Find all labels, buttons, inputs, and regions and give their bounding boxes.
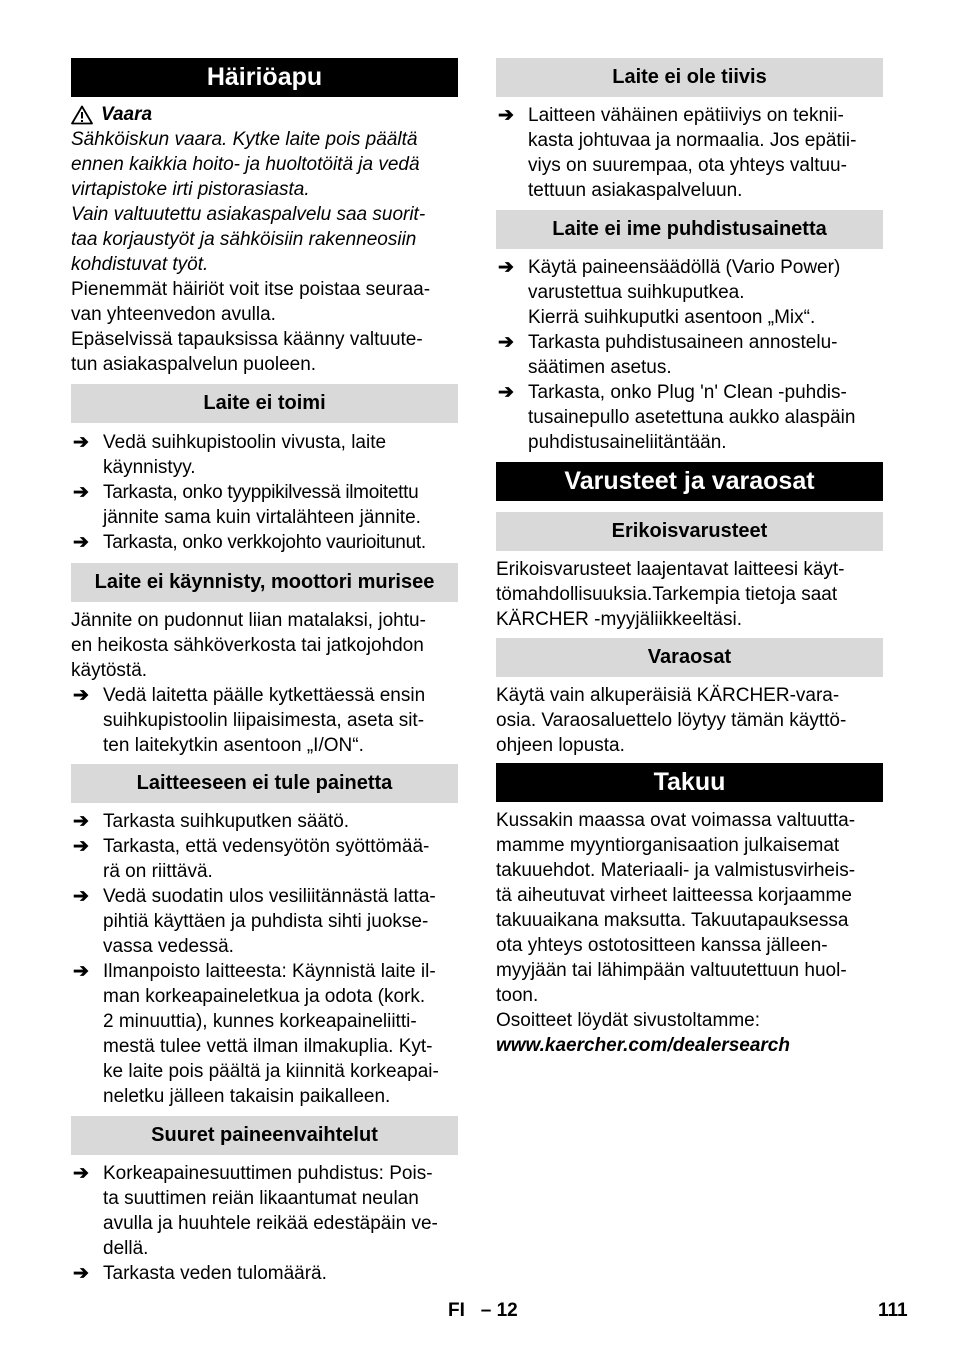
arrow-right-icon: ➔ — [73, 836, 89, 857]
heading-special-accessories: Erikoisvarusteet — [496, 512, 883, 551]
right-column — [496, 58, 883, 1058]
heading-not-tight: Laite ei ole tiivis — [496, 58, 883, 97]
spare-parts-text: Käytä vain alkuperäisiä KÄRCHER-vara- osia. Varaosaluettelo löytyy tämän käyttö- ohjeen lopusta. — [496, 685, 847, 756]
arrow-right-icon: ➔ — [73, 1163, 89, 1184]
arrow-right-icon: ➔ — [73, 532, 89, 553]
list-item: ➔ Tarkasta suihkuputken säätö. — [73, 811, 350, 832]
warning-text: Sähköiskun vaara. Kytke laite pois päältä ennen kaikkia hoito- ja huoltotöitä ja vedä virtapistoke irti pistorasiasta. Vain valtuutettu asiakaspalvelu saa suorit- taa korjaustyöt ja sähköisiin rakenneosiin kohdistuvat työt. — [71, 129, 426, 275]
list-item: ➔ Vedä suodatin ulos vesiliitännästä latta- pihtiä käyttäen ja puhdista sihti juokse- vassa vedessä. — [73, 886, 436, 957]
section-title-troubleshooting: Häiriöapu — [71, 58, 458, 97]
list-item: ➔ Tarkasta, onko verkkojohto vaurioitunut. — [73, 532, 426, 553]
arrow-right-icon: ➔ — [73, 482, 89, 503]
arrow-right-icon: ➔ — [73, 886, 89, 907]
list-item: ➔ Käytä paineensäädöllä (Vario Power) varustettua suihkuputkea. Kierrä suihkuputki asentoon „Mix“. — [498, 257, 841, 328]
list-item: ➔ Laitteen vähäinen epätiiviys on teknii- kasta johtuvaa ja normaalia. Jos epätii- viys on suurempaa, ota yhteys valtuu- tettuun asiakaspalveluun. — [498, 105, 857, 201]
arrow-right-icon: ➔ — [73, 1263, 89, 1284]
arrow-right-icon: ➔ — [498, 105, 514, 126]
arrow-right-icon: ➔ — [73, 811, 89, 832]
list-no-detergent — [496, 255, 883, 455]
list-item: ➔ Tarkasta puhdistusaineen annostelu- säätimen asetus. — [498, 332, 838, 378]
heading-spare-parts: Varaosat — [496, 638, 883, 677]
list-item: ➔ Tarkasta, onko Plug 'n' Clean -puhdis- tusainepullo asetettuna aukko alaspäin puhdistusaineliitäntään. — [498, 382, 856, 453]
list-item: ➔ Vedä suihkupistoolin vivusta, laite käynnistyy. — [73, 432, 387, 478]
warning-heading — [71, 102, 458, 127]
list-not-starting — [71, 683, 458, 758]
list-item: ➔ Korkeapainesuuttimen puhdistus: Pois- ta suuttimen reiän likaantumat neulan avulla ja huuhtele reikää edestäpäin ve- dellä. — [73, 1163, 438, 1259]
left-column — [71, 58, 458, 1286]
heading-no-pressure: Laitteeseen ei tule painetta — [71, 764, 458, 803]
warranty-text: Kussakin maassa ovat voimassa valtuutta- mamme myyntiorganisaation julkaisemat takuuehdot. Materiaali- ja valmistusvirheis- tä aiheutuvat virheet laitteessa korjaamme takuuaikana maksutta. Takuutapauksessa ota yhteys ostotositteen kanssa jälleen- myyjään tai lähimpään valtuutettuun huol- toon. Osoitteet löydät sivustoltamme: — [496, 810, 856, 1031]
footer-language-page: FI – 12 — [448, 1300, 518, 1321]
warning-triangle-icon — [71, 105, 93, 125]
section-title-warranty: Takuu — [496, 763, 883, 802]
list-item: ➔ Tarkasta, onko tyyppikilvessä ilmoitettu jännite sama kuin virtalähteen jännite. — [73, 482, 421, 528]
arrow-right-icon: ➔ — [498, 382, 514, 403]
section-title-accessories: Varusteet ja varaosat — [496, 462, 883, 501]
arrow-right-icon: ➔ — [498, 332, 514, 353]
list-item: ➔ Tarkasta veden tulomäärä. — [73, 1263, 327, 1284]
arrow-right-icon: ➔ — [73, 961, 89, 982]
heading-not-starting: Laite ei käynnisty, moottori murisee — [71, 563, 458, 602]
intro-text: Pienemmät häiriöt voit itse poistaa seuraa- van yhteenvedon avulla. Epäselvissä tapauksissa käänny valtuute- tun asiakaspalvelun puoleen. — [71, 279, 431, 375]
heading-pressure-fluctuations: Suuret paineenvaihtelut — [71, 1116, 458, 1155]
warning-label: Vaara — [101, 104, 153, 125]
heading-no-detergent: Laite ei ime puhdistusainetta — [496, 210, 883, 249]
arrow-right-icon: ➔ — [73, 685, 89, 706]
heading-device-not-working: Laite ei toimi — [71, 384, 458, 423]
list-device-not-working — [71, 430, 458, 555]
list-item: ➔ Tarkasta, että vedensyötön syöttömää- rä on riittävä. — [73, 836, 430, 882]
list-pressure-fluctuations — [71, 1161, 458, 1286]
dealer-search-link[interactable]: www.kaercher.com/dealersearch — [496, 1035, 790, 1056]
list-not-tight — [496, 103, 883, 203]
arrow-right-icon: ➔ — [73, 432, 89, 453]
arrow-right-icon: ➔ — [498, 257, 514, 278]
not-starting-text: Jännite on pudonnut liian matalaksi, johtu- en heikosta sähköverkosta tai jatkojohdon käytöstä. — [71, 610, 426, 681]
list-no-pressure — [71, 809, 458, 1109]
footer-page-number: 111 — [878, 1300, 908, 1321]
list-item: ➔ Ilmanpoisto laitteesta: Käynnistä laite il- man korkeapaineletkua ja odota (kork. 2 minuuttia), kunnes korkeapaineliitti- mestä tulee vettä ilman ilmakuplia. Kyt- ke laite pois päältä ja kiinnitä korkeapai- neletku jälleen takaisin paikalleen. — [73, 961, 439, 1107]
special-accessories-text: Erikoisvarusteet laajentavat laitteesi käyt- tömahdollisuuksia.Tarkempia tietoja saat KÄRCHER -myyjäliikkeeltäsi. — [496, 559, 845, 630]
list-item: ➔ Vedä laitetta päälle kytkettäessä ensin suihkupistoolin liipaisimesta, aseta sit- ten laitekytkin asentoon „I/ON“. — [73, 685, 426, 756]
